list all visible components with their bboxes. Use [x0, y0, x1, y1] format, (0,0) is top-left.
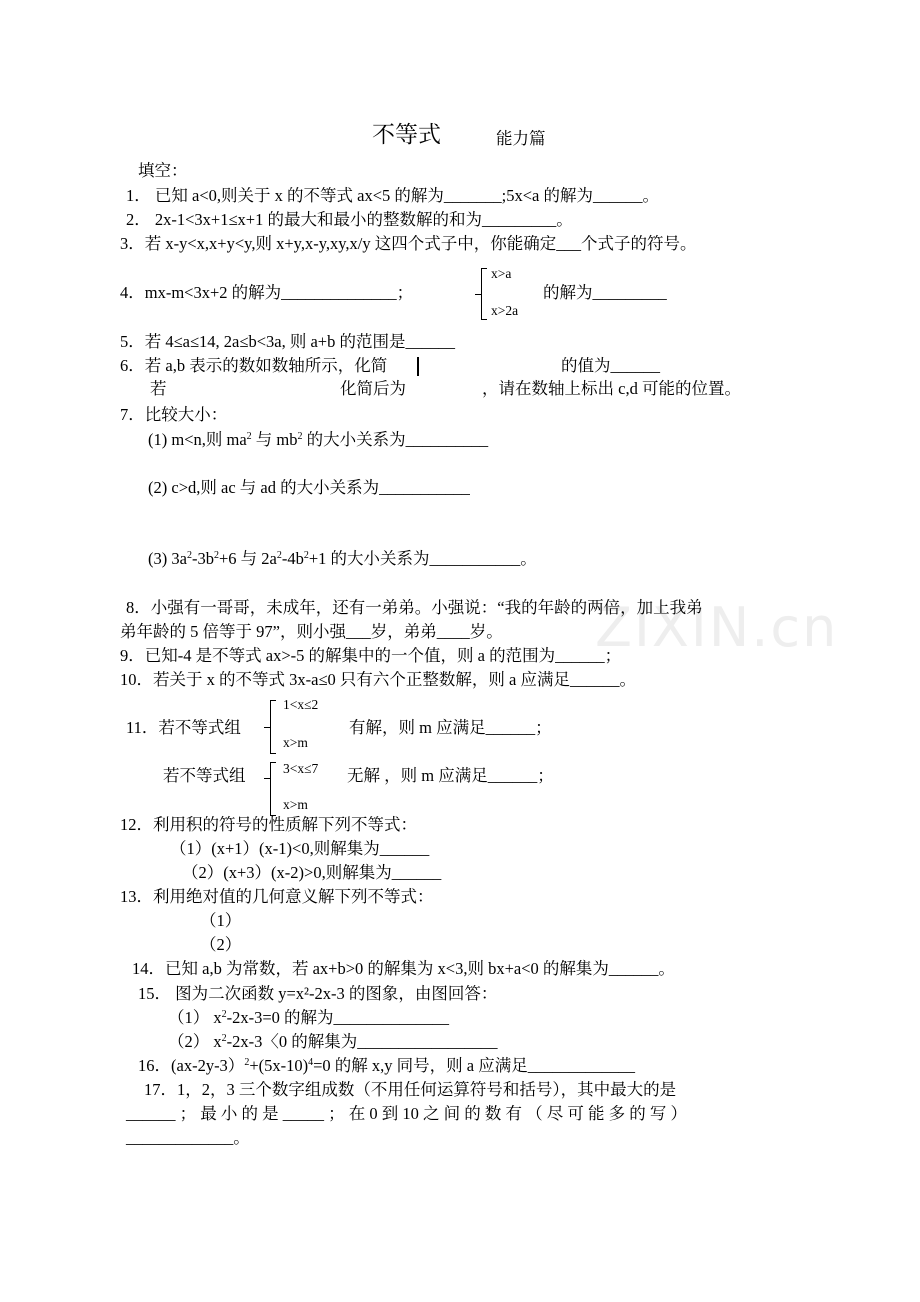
question-12-1: （1）(x+1）(x-1)<0,则解集为______ [170, 839, 430, 858]
question-6b-a: 若 [150, 379, 167, 398]
question-8-line-1: 8．小强有一哥哥，未成年，还有一弟弟。小强说：“我的年龄的两倍，加上我弟 [126, 598, 703, 617]
question-14: 14．已知 a,b 为常数，若 ax+b>0 的解集为 x<3,则 bx+a<0 的解集为______。 [132, 959, 675, 978]
question-4-right: 的解为_________ [543, 283, 667, 302]
q11b-system-line-1: 3<x≤7 [283, 761, 319, 776]
q4-system-line-1: x>a [491, 266, 512, 281]
question-9: 9．已知-4 是不等式 ax>-5 的解集中的一个值，则 a 的范围为______； [120, 646, 622, 665]
q4-system-brace [481, 268, 482, 320]
question-12: 12．利用积的符号的性质解下列不等式： [120, 815, 417, 834]
question-7-2: (2) c>d,则 ac 与 ad 的大小关系为___________ [148, 478, 470, 497]
q11-brace-tip [264, 727, 270, 728]
page-title: 不等式 [372, 122, 441, 147]
abs-bar-placeholder [417, 357, 419, 376]
question-16: 16．$(ax-2y-3)^2+(5x-10)^4=0$ 的解 x,y 同号，则 a 应满足_____________ [138, 1056, 635, 1075]
question-8-line-2: 弟年龄的 5 倍等于 97”，则小强___岁，弟弟____岁。 [120, 622, 503, 641]
question-6b-b: 化简后为 [340, 379, 406, 398]
question-2: 2． 2x-1<3x+1≤x+1 的最大和最小的整数解的和为_________。 [126, 210, 573, 229]
question-15-1: （1） $x^2-2x-3=0$ 的解为______________ [168, 1008, 450, 1027]
question-11b-left: 若不等式组 [163, 766, 246, 785]
q11b-brace-tip [264, 778, 270, 779]
question-13: 13．利用绝对值的几何意义解下列不等式： [120, 887, 434, 906]
question-10: 10．若关于 x 的不等式 3x-a≤0 只有六个正整数解，则 a 应满足______。 [120, 670, 636, 689]
q11b-system-line-2: x>m [283, 797, 308, 812]
watermark: ZIXIN.cn [595, 596, 839, 659]
page-subtitle: 能力篇 [496, 129, 546, 148]
question-13-1: （1） [200, 911, 242, 930]
q11-system-brace [270, 700, 271, 754]
question-15-2: （2） $x^2-2x-3$〈0 的解集为_________________ [168, 1032, 498, 1051]
q11b-system-brace [270, 762, 271, 816]
question-6b-c: ，请在数轴上标出 c,d 可能的位置。 [482, 379, 741, 398]
question-11b-right: 无解 ，则 m 应满足______； [347, 766, 554, 785]
question-11-left: 11．若不等式组 [126, 718, 241, 737]
question-7: 7．比较大小： [120, 405, 228, 424]
question-17-line-3: _____________。 [126, 1128, 250, 1147]
question-17-line-1: 17．1，2，3 三个数字组成数（不用任何运算符号和括号），其中最大的是 [144, 1080, 677, 1099]
question-3: 3．若 x-y<x,x+y<y,则 x+y,x-y,xy,x/y 这四个式子中，你能确定___个式子的符号。 [120, 234, 697, 253]
question-1: 1． 已知 a<0,则关于 x 的不等式 ax<5 的解为_______;5x<a 的解为______。 [126, 186, 659, 205]
question-7-3: (3) $3a^2-3b^2+6$ 与 $2a^2-4b^2+1$ 的大小关系为___________。 [148, 549, 537, 568]
q11-system-line-1: 1<x≤2 [283, 697, 319, 712]
question-5: 5．若 4≤a≤14, 2a≤b<3a, 则 a+b 的范围是______ [120, 332, 455, 351]
question-6-left: 6．若 a,b 表示的数如数轴所示，化简 [120, 356, 388, 375]
q4-brace-tip [475, 294, 481, 295]
question-7-1: (1) m<n,则 $ma^2$ 与 $mb^2$ 的大小关系为__________ [148, 430, 489, 449]
question-6-right: 的值为______ [561, 356, 660, 375]
question-17-line-2: ______ ； 最 小 的 是 _____ ； 在 0 到 10 之 间 的 数 有 （ 尽 可 能 多 的 写 ） [126, 1104, 687, 1123]
question-12-2: （2）(x+3）(x-2)>0,则解集为______ [182, 863, 442, 882]
question-11-right: 有解，则 m 应满足______； [349, 718, 552, 737]
q11-system-line-2: x>m [283, 735, 308, 750]
question-15: 15． 图为二次函数 y=x²-2x-3 的图象，由图回答： [138, 984, 498, 1003]
question-4-left: 4．mx-m<3x+2 的解为______________； [120, 283, 414, 302]
section-label: 填空： [138, 161, 188, 180]
q4-system-line-2: x>2a [491, 303, 519, 318]
question-13-2: （2） [200, 935, 242, 954]
